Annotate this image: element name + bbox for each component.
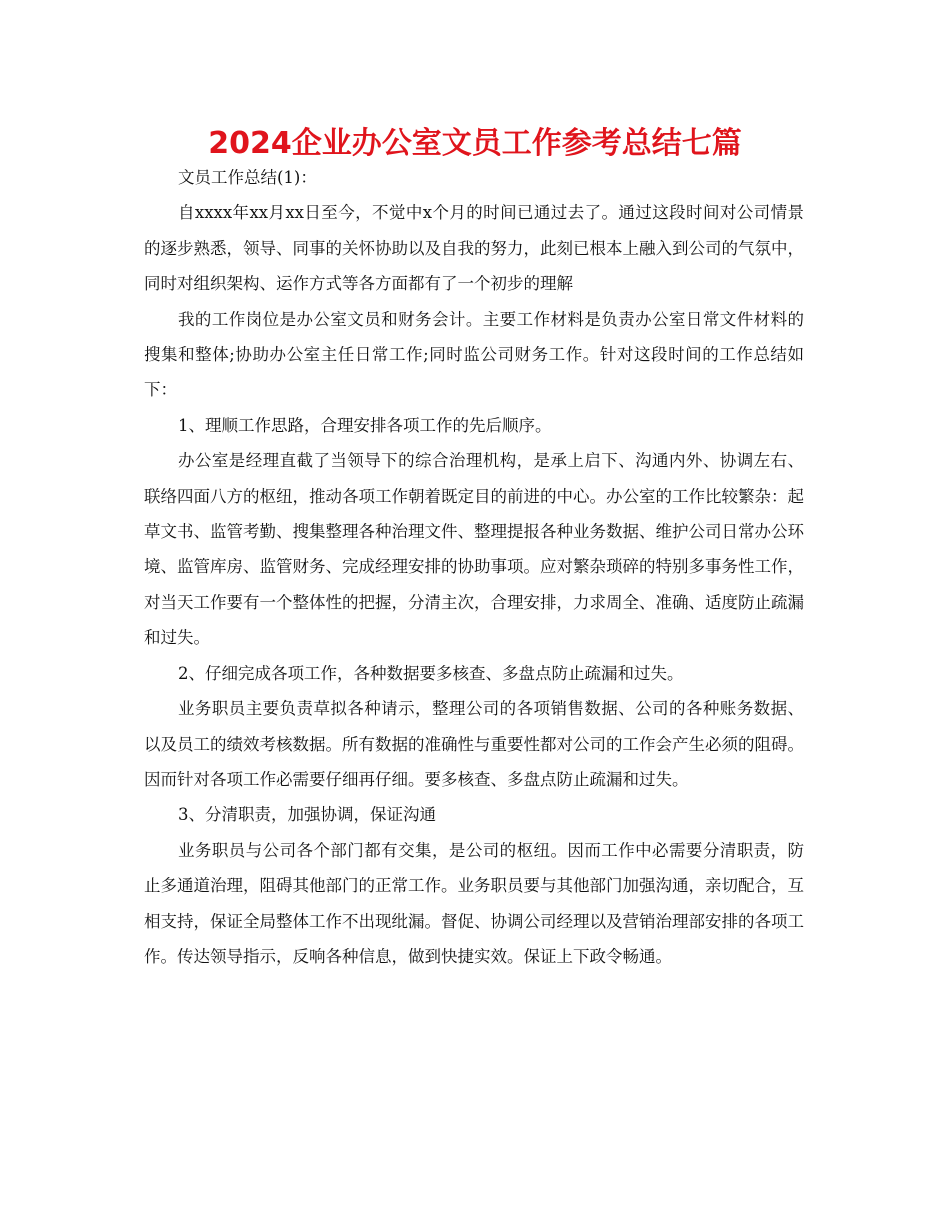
paragraph-heading: 文员工作总结(1)：	[178, 168, 317, 187]
section-heading: 2、仔细完成各项工作，各种数据要多核查、多盘点防止疏漏和过失。	[178, 663, 684, 683]
document-title: 2024企业办公室文员工作参考总结七篇	[208, 126, 742, 161]
section-heading: 3、分清职责，加强协调，保证沟通	[178, 805, 436, 825]
document-body	[144, 160, 804, 974]
paragraph: 自xxxx年xx月xx日至今，不觉中x个月的时间已通过去了。通过这段时间对公司情景的逐步熟悉，领导、同事的关怀协助以及自我的努力，此刻已根本上融入到公司的气氛中，同时对组织架构、运作方式等各方面都有了一个初步的理解	[144, 203, 804, 294]
paragraph: 业务职员主要负责草拟各种请示，整理公司的各项销售数据、公司的各种账务数据、以及员工的绩效考核数据。所有数据的准确性与重要性都对公司的工作会产生必须的阻碍。因而针对各项工作必需要仔细再仔细。要多核查、多盘点防止疏漏和过失。	[144, 699, 804, 789]
section-heading: 1、理顺工作思路，合理安排各项工作的先后顺序。	[178, 415, 552, 435]
paragraph: 我的工作岗位是办公室文员和财务会计。主要工作材料是负责办公室日常文件材料的搜集和整体;协助办公室主任日常工作;同时监公司财务工作。针对这段时间的工作总结如下：	[144, 309, 804, 400]
paragraph: 办公室是经理直截了当领导下的综合治理机构，是承上启下、沟通内外、协调左右、联络四面八方的枢纽，推动各项工作朝着既定目的前进的中心。办公室的工作比较繁杂：起草文书、监管考勤、搜集整理各种治理文件、整理提报各种业务数据、维护公司日常办公环境、监管库房、监管财务、完成经理安排的协助事项。应对繁杂琐碎的特别多事务性工作，对当天工作要有一个整体性的把握，分清主次，合理安排，力求周全、准确、适度防止疏漏和过失。	[144, 451, 804, 648]
paragraph: 业务职员与公司各个部门都有交集，是公司的枢纽。因而工作中必需要分清职责，防止多通道治理，阻碍其他部门的正常工作。业务职员要与其他部门加强沟通，亲切配合，互相支持，保证全局整体工作不出现纰漏。督促、协调公司经理以及营销治理部安排的各项工作。传达领导指示，反响各种信息，做到快捷实效。保证上下政令畅通。	[144, 840, 804, 966]
